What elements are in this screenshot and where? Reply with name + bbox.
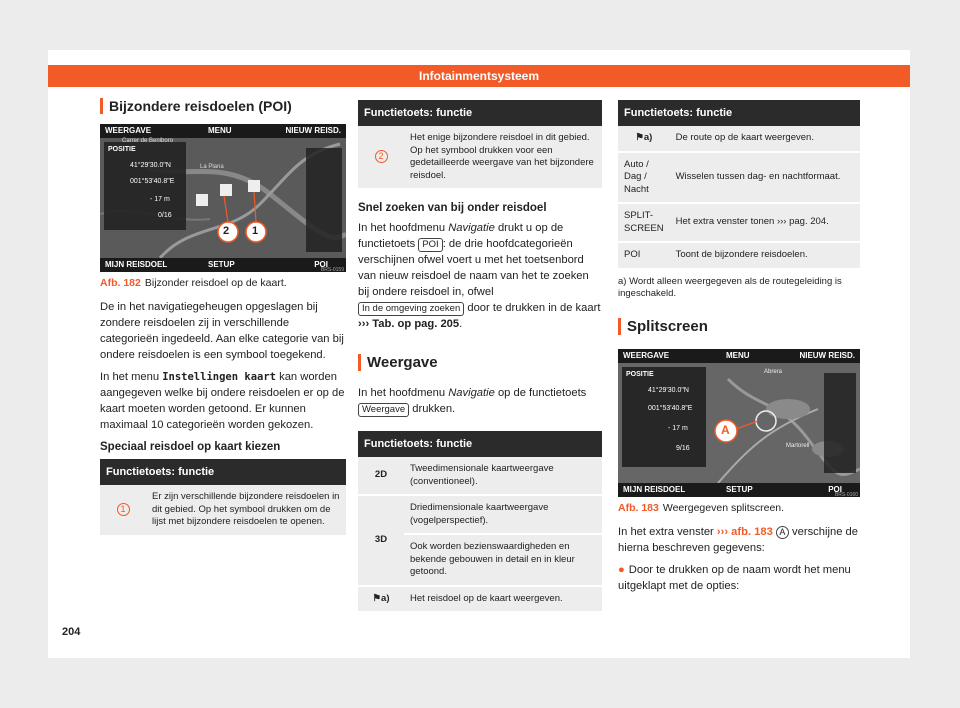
emphasis: Navigatie (448, 387, 495, 399)
text-span: . (459, 318, 463, 330)
text-span: op de functietoets (494, 387, 587, 399)
menu-name: Instellingen kaart (162, 371, 276, 383)
table-value: Wisselen tussen dag- en nachtformaat. (670, 152, 860, 204)
table-key: POI (618, 242, 670, 269)
column-right (618, 100, 860, 600)
table-value: Het reisdoel op de kaart weergeven. (404, 586, 602, 613)
table-row (618, 126, 860, 152)
callout-2: 2 (223, 225, 230, 237)
paragraph: De in het navigatiegeheugen opgeslagen bij zondere reisdoelen zij in verschillende categorieën ingedeeld. Aan elke categorie van bij ondere reisdoelen is een symbool toegekend. (100, 301, 344, 361)
text-span: drukt u op de functietoets (358, 222, 564, 250)
paragraph (358, 220, 602, 332)
column-left (100, 98, 346, 543)
table-row (358, 126, 602, 189)
table-key (100, 485, 146, 536)
text-span: Door te drukken op de naam wordt het menu uitgeklapt met de opties: (618, 563, 851, 592)
callout-a-ref: A (776, 526, 789, 539)
fig182-top-right[interactable]: NIEUW REISD. (285, 126, 341, 135)
text-span: In het menu (100, 371, 163, 383)
poi-key: POI (418, 238, 442, 252)
fig182-bottom-mid[interactable]: SETUP (208, 260, 235, 269)
table-value: Het extra venster tonen ››› pag. 204. (670, 203, 860, 242)
table-row (358, 586, 602, 613)
function-table (100, 459, 346, 537)
fig182-map-label1: Carrer de Beniboro (122, 138, 174, 144)
chapter-header: Infotainmentsysteem (48, 65, 910, 87)
caption-text: Weergegeven splitscreen. (662, 501, 785, 514)
figure-182 (100, 124, 346, 272)
fig183-map-label2: Martorell (786, 442, 810, 449)
table-header: Functietoets: functie (618, 100, 860, 126)
nav-map-screenshot (100, 124, 346, 272)
table-header: Functietoets: functie (358, 100, 602, 126)
route-flag-icon: ⚑a) (618, 126, 670, 152)
text-span: door te drukken in de kaart (464, 302, 601, 314)
callout-a: A (721, 422, 730, 437)
figure-182-caption (100, 277, 346, 289)
function-table-weergave (358, 431, 602, 613)
caption-number: Afb. 182 (100, 277, 141, 289)
fig182-alt: - 17 m (150, 196, 170, 203)
number-callout: 2 (375, 150, 388, 163)
cross-reference-link[interactable]: ››› afb. 183 (716, 525, 773, 538)
text-span: drukken. (409, 403, 456, 415)
fig182-panel-title: POSITIE (108, 146, 136, 153)
fig182-map-label2: La Plana (200, 164, 224, 170)
map-3d-icon: 3D (358, 495, 404, 586)
table-value: Ook worden bezienswaardigheden en bekende gebouwen in detail en in kleur getoond. (404, 534, 602, 586)
table-key: Auto / Dag / Nacht (618, 152, 670, 204)
subheading: Speciaal reisdoel op kaart kiezen (100, 441, 281, 453)
fig183-map-label1: Abrera (764, 368, 783, 375)
subheading: Snel zoeken van bij onder reisdoel (358, 202, 547, 214)
fig183-code: BRS-0160 (834, 491, 858, 497)
fig182-top-mid[interactable]: MENU (208, 126, 232, 135)
table-value: Het enige bijzondere reisdoel in dit gebied. Op het symbool drukken voor een gedetailleerde weergave van het bijzondere reisdoel. (404, 126, 602, 189)
figure-183 (618, 349, 860, 497)
fig183-bottom-right[interactable]: POI (828, 484, 842, 494)
manual-page (48, 50, 910, 658)
map-2d-icon: 2D (358, 457, 404, 495)
fig182-top-left[interactable]: WEERGAVE (105, 126, 152, 135)
section-title-weergave: Weergave (358, 354, 602, 371)
table-value: Tweedimensionale kaartweergave (conventioneel). (404, 457, 602, 495)
table-key: SPLIT-SCREEN (618, 203, 670, 242)
callout-1: 1 (252, 225, 259, 237)
fig183-lat: 41°29'30.0"N (648, 386, 689, 394)
text-span: kan worden aangegeven welke bij ondere reisdoelen er op de kaart moeten worden getoond. Er kunnen maximaal 10 categorieën worden gekozen. (100, 371, 345, 431)
table-header: Functietoets: functie (358, 431, 602, 457)
table-row (618, 242, 860, 269)
text-span: In het hoofdmenu (358, 222, 449, 234)
fig182-sat: 0/16 (158, 212, 172, 219)
fig183-panel-title: POSITIE (626, 370, 654, 378)
table-header: Functietoets: functie (100, 459, 346, 485)
function-table-continued (618, 100, 860, 270)
table-row (618, 152, 860, 204)
split-screen-screenshot (618, 349, 860, 497)
fig182-code: BRS-0159 (320, 267, 344, 272)
table-row (358, 495, 602, 534)
caption-text: Bijzonder reisdoel op de kaart. (144, 277, 287, 289)
fig183-top-left[interactable]: WEERGAVE (623, 350, 670, 360)
table-value: Toont de bijzondere reisdoelen. (670, 242, 860, 269)
fig182-lat: 41°29'30.0"N (130, 162, 171, 169)
table-row (100, 485, 346, 536)
fig182-bottom-right[interactable]: POI (314, 260, 328, 269)
fig183-bottom-left[interactable]: MIJN REISDOEL (623, 484, 686, 494)
page-number: 204 (62, 626, 81, 638)
fig182-bottom-left[interactable]: MIJN REISDOEL (105, 260, 168, 269)
fig182-lon: 001°53'40.8"E (130, 178, 175, 185)
table-row (358, 457, 602, 495)
table-value: Driedimensionale kaartweergave (vogelperspectief). (404, 495, 602, 534)
footnote: a) Wordt alleen weergegeven als de routegeleiding is ingeschakeld. (618, 275, 842, 299)
table-row (618, 203, 860, 242)
bullet-dot-icon: ● (618, 563, 625, 576)
figure-183-caption (618, 502, 860, 514)
number-callout: 1 (117, 503, 130, 516)
caption-number: Afb. 183 (618, 501, 659, 514)
section-title-poi: Bijzondere reisdoelen (POI) (100, 98, 346, 114)
paragraph (100, 369, 346, 433)
fig183-lon: 001°53'40.8"E (648, 404, 693, 412)
table-key (358, 126, 404, 189)
fig183-top-mid[interactable]: MENU (726, 350, 750, 360)
function-table (358, 100, 602, 190)
section-title-splitscreen: Splitscreen (618, 318, 860, 335)
text-span: : de drie hoofdcategorieën verschijnen ofwel voert u met het toetsenbord van nieuw reisdoel de naam van het te zoeken bij ondere reisdoel in, ofwel (358, 238, 589, 298)
destination-flag-icon: ⚑a) (358, 586, 404, 613)
nearby-search-key: In de omgeving zoeken (358, 302, 464, 316)
table-value: Er zijn verschillende bijzondere reisdoelen in dit gebied. Op het symbool drukken om de lijst met bijzondere reisdoelen te openen. (146, 485, 346, 536)
fig183-sat: 9/16 (676, 444, 690, 452)
fig183-alt: - 17 m (668, 424, 688, 432)
emphasis: Navigatie (448, 222, 495, 234)
bullet-item (618, 562, 860, 594)
cross-reference-link[interactable]: ››› Tab. op pag. 205 (358, 318, 460, 330)
text-span: In het hoofdmenu (358, 387, 449, 399)
weergave-key: Weergave (358, 403, 409, 417)
paragraph (618, 524, 860, 556)
table-value: De route op de kaart weergeven. (670, 126, 860, 152)
paragraph (358, 385, 602, 417)
fig183-bottom-mid[interactable]: SETUP (726, 484, 753, 494)
text-span: In het extra venster (618, 525, 717, 538)
text-span: verschijne de hierna beschreven gegevens: (618, 525, 858, 554)
fig183-top-right[interactable]: NIEUW REISD. (799, 350, 855, 360)
column-middle (358, 100, 602, 619)
